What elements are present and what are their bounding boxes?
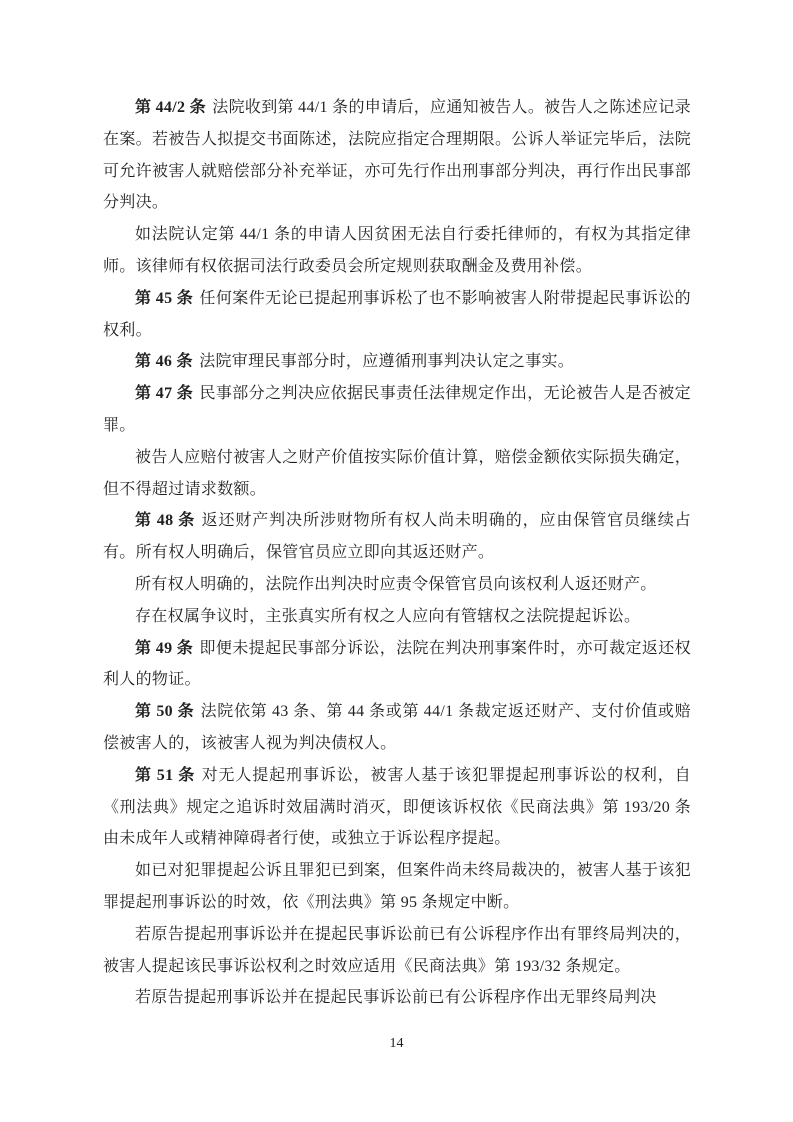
paragraph-text: 返还财产判决所涉财物所有权人尚未明确的，应由保管官员继续占有。所有权人明确后，保管官员应立即向其返还财产。: [103, 512, 691, 562]
paragraph: [103, 855, 691, 919]
paragraph: [103, 982, 691, 1014]
paragraph: [103, 569, 691, 601]
article-number: 第 45 条: [135, 289, 194, 307]
page-number: 14: [389, 1036, 404, 1051]
paragraph-text: 如法院认定第 44/1 条的申请人因贫困无法自行委托律师的，有权为其指定律师。该律师有权依据司法行政委员会所定规则获取酬金及费用补偿。: [103, 226, 691, 275]
article-number: 第 47 条: [135, 385, 194, 403]
paragraph-text: 对无人提起刑事诉讼，被害人基于该犯罪提起刑事诉讼的权利，自《刑法典》规定之追诉时效届满时消灭，即便该诉权依《民商法典》第 193/20 条由未成年人或精神障碍者行使，或独立于诉讼程序提起。: [103, 766, 691, 848]
paragraph-text: 所有权人明确的，法院作出判决时应责令保管官员向该权利人返还财产。: [135, 575, 657, 593]
paragraph: [103, 442, 691, 506]
paragraph-text: 法院审理民事部分时，应遵循刑事判决认定之事实。: [199, 353, 575, 371]
paragraph: [103, 696, 691, 760]
paragraph: [103, 378, 691, 442]
paragraph-text: 法院依第 43 条、第 44 条或第 44/1 条裁定返还财产、支付价值或赔偿被害人的，该被害人视为判决债权人。: [103, 703, 691, 752]
article-number: 第 51 条: [135, 766, 196, 784]
paragraph-text: 被告人应赔付被害人之财产价值按实际价值计算，赔偿金额依实际损失确定，但不得超过请求数额。: [103, 448, 691, 498]
article-number: 第 49 条: [135, 639, 194, 657]
paragraph: [103, 505, 691, 569]
paragraph-text: 法院收到第 44/1 条的申请后，应通知被告人。被告人之陈述应记录在案。若被告人拟提交书面陈述，法院应指定合理期限。公诉人举证完毕后，法院可允许被害人就赔偿部分补充举证，亦可先行作出刑事部分判决，再行作出民事部分判决。: [103, 99, 691, 212]
article-number: 第 44/2 条: [135, 99, 206, 116]
paragraph-text: 任何案件无论已提起刑事诉松了也不影响被害人附带提起民事诉讼的权利。: [103, 289, 691, 339]
article-number: 第 50 条: [135, 703, 195, 721]
paragraph: [103, 92, 691, 219]
paragraph: [103, 346, 691, 378]
paragraph-text: 民事部分之判决应依据民事责任法律规定作出，无论被告人是否被定罪。: [103, 385, 691, 434]
paragraph-text: 即便未提起民事部分诉讼，法院在判决刑事案件时，亦可裁定返还权利人的物证。: [103, 639, 691, 689]
paragraph: [103, 219, 691, 283]
article-number: 第 48 条: [135, 512, 196, 530]
paragraph-text: 若原告提起刑事诉讼并在提起民事诉讼前已有公诉程序作出有罪终局判决的，被害人提起该民事诉讼权利之时效应适用《民商法典》第 193/32 条规定。: [103, 925, 691, 975]
document-body: [103, 92, 691, 1014]
paragraph: [103, 283, 691, 347]
paragraph: [103, 760, 691, 855]
paragraph: [103, 919, 691, 983]
paragraph-text: 存在权属争议时，主张真实所有权之人应向有管辖权之法院提起诉讼。: [135, 607, 641, 625]
paragraph-text: 如已对犯罪提起公诉且罪犯已到案，但案件尚未终局裁决的，被害人基于该犯罪提起刑事诉讼的时效，依《刑法典》第 95 条规定中断。: [103, 862, 691, 911]
paragraph: [103, 601, 691, 633]
paragraph-text: 若原告提起刑事诉讼并在提起民事诉讼前已有公诉程序作出无罪终局判决: [135, 989, 657, 1007]
article-number: 第 46 条: [135, 353, 193, 371]
paragraph: [103, 633, 691, 697]
